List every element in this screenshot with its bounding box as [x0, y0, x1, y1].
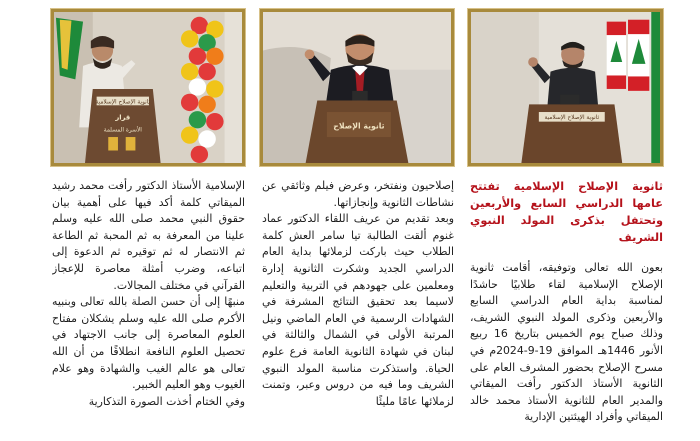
article-paragraph: وفي الختام أخذت الصورة التذكارية — [88, 394, 245, 408]
podium-text: ثانوية الإصلاح — [333, 121, 385, 131]
podium-text: ثانوية الإصلاح الإسلامية — [544, 115, 600, 122]
article-headline: ثانوية الإصلاح الإسلامية تفتتح عامها الدراسي السابع والأربعين وتحتفل بذكرى المولد النبوي الشريف — [470, 180, 663, 244]
podium-text: قرار — [115, 113, 131, 122]
article-column-right — [470, 178, 663, 441]
event-photo — [54, 12, 242, 163]
article-paragraph: إصلاحيون ونفتخر، وعرض فيلم وثائقي عن نشاطات الثانوية وإنجازاتها. — [262, 179, 454, 209]
podium-text: ثانوية الإصلاح الإسلامية — [95, 99, 151, 106]
article-paragraph: الإسلامية الأستاذ الدكتور رأفت محمد رشيد الميقاتي كلمة أكد فيها على أهمية بيان حقوق النبي محمد صلى الله عليه وسلم علينا من المعرفة به ثم المحبة ثم الطاعة ثم الانتصار له ثم توقيره ثم الدعوة إلى اتباعه، وضرب أمثلة معاصرة للإعجاز القرآني في مختلف المجالات. — [52, 179, 245, 292]
podium-text: الأسرة المسلمة — [103, 127, 142, 134]
article-paragraph: وبعد تقديم من عريف اللقاء الدكتور عماد غنوم ألقت الطالبة تيا سامر العش كلمة الطلاب حيث باركت لزملائها بداية العام الدراسي الجديد وشكرت الثانوية إدارة ومعلمين على جهودهم في التربية والتعليم لاسيما بعد تحقيق النتائج المشرفة في الشهادات الرسمية في العام الماضي ونيل المرتبة الأولى في الشمال والثالثة في لبنان في شهادة الثانوية العامة فرع علوم الحياة. واستذكرت مناسبة المولد النبوي الشريف وما فيه من دروس وعبر، وتمنت لزملائها عامًا مليئًا — [262, 212, 454, 408]
event-photo — [471, 12, 660, 163]
photo-speaker-right — [468, 9, 663, 166]
article-paragraph: منبهًا إلى أن حسن الصلة بالله تعالى وبنبيه الأكرم صلى الله عليه وسلم يشكلان مفتاح العلوم المعاصرة إلى جانب الاجتهاد في تحصيل العلوم النافعة انطلاقًا من أن الله تعالى هو عالم الغيب والشهادة وهو علام الغيوب وهو العليم الخبير. — [52, 295, 245, 392]
photo-speaker-center — [260, 9, 454, 166]
article-column-left — [52, 178, 245, 441]
article-column-middle — [262, 178, 454, 441]
lebanon-flag — [607, 20, 650, 91]
photo-speaker-left — [51, 9, 245, 166]
article-paragraph: بعون الله تعالى وتوفيقه، أقامت ثانوية الإصلاح الإسلامية لقاء طلابيًا حاشدًا لمناسبة بداية العام الدراسي السابع والأربعين وذكرى المولد النبوي الشريف، وذلك صباح يوم الخميس بتاريخ 16 ربيع الأنور 1446هـ الموافق 19-9-2024م في مسرح الإصلاح بحضور المشرف العام على الثانوية الأستاذ الدكتور رأفت الميقاتي والمدير العام للثانوية الأستاذ محمد خالد الميقاتي وأفراد الهيئتين الإدارية — [470, 261, 663, 424]
event-photo — [263, 12, 451, 163]
photo-strip — [0, 9, 700, 167]
